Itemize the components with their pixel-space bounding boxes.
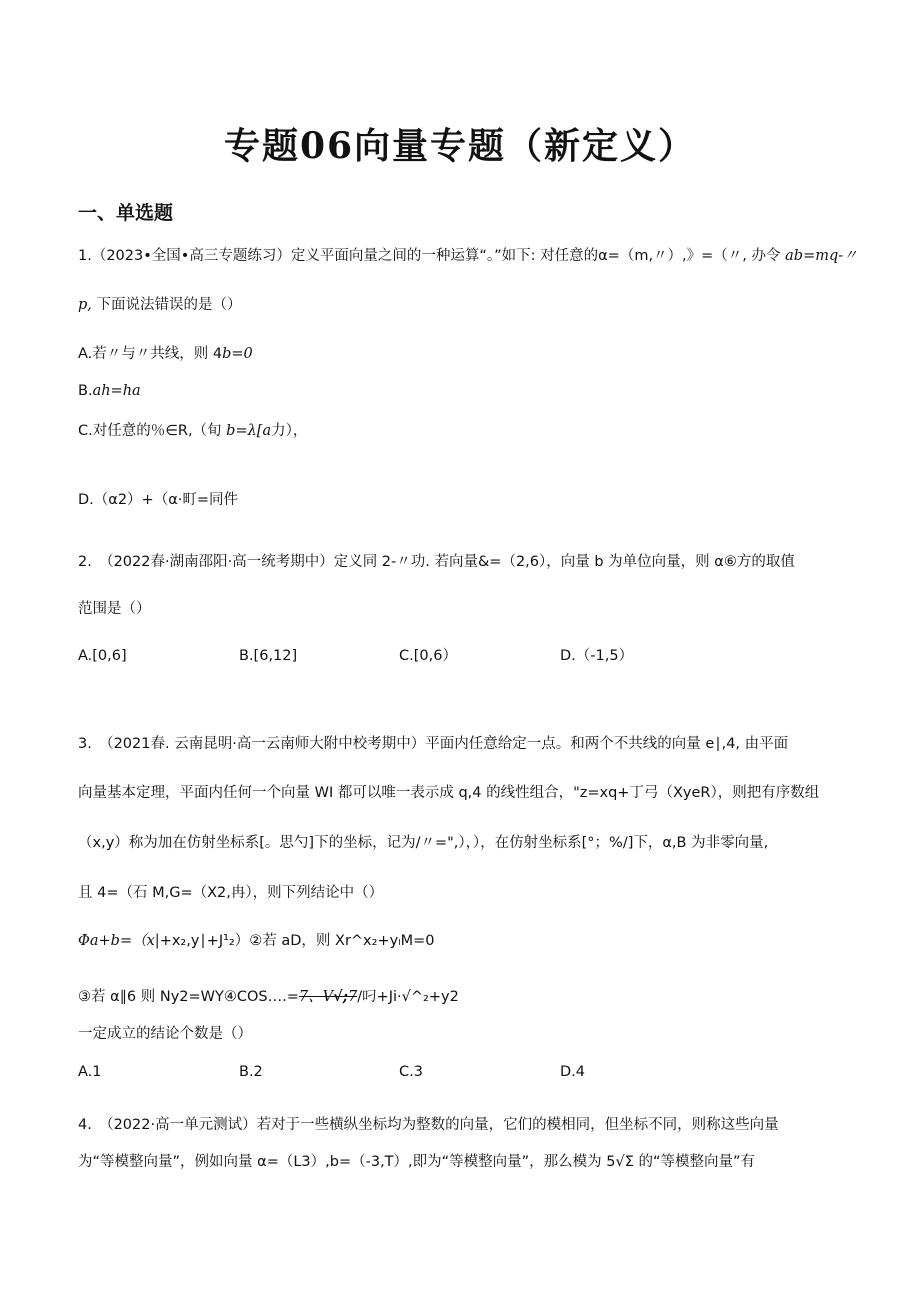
section-heading: 一、单选题 [78,202,174,224]
q2-option-a: A.[0,6] [78,648,127,664]
q3-statement-4-part-2: √; [333,988,348,1005]
q3-stem-line-3: （x,y）称为加在仿射坐标系[。思勺]下的坐标，记为/〃=",），），在仿射坐标系[°；%/]下，α,B 为非零向量, [78,835,769,851]
q2-stem-line-2: 范围是（） [78,601,151,617]
q2-stem-line-1: 2. （2022春·湖南邵阳·高一统考期中）定义同 2-〃功. 若向量&=（2,6），向量 b 为单位向量，则 α⑥方的取值 [78,554,795,570]
q3-statement-4-part-3: 7 [347,989,358,1005]
q3-statement-2: +x₂,y∣+J¹₂）②若 aD，则 Xr^x₂+yₗM=0 [159,933,435,949]
q1-option-b [78,381,141,401]
q3-statement-1-formula: Φa+b=（ [78,933,147,949]
q1-option-b-label: B. [78,383,93,399]
q1-formula-tail: p, [78,297,92,313]
q1-stem-text: 1.（2023•全国•高三专题练习）定义平面向量之间的一种运算“。”如下: 对任意的α=（m,〃）,》=（〃, 办令 [78,248,781,264]
q1-option-c-tail: 力）， [271,423,308,439]
q1-option-c-formula: b=λ[a [226,423,272,439]
q1-option-a-formula: b=0 [222,346,253,362]
q1-option-c-text: C.对任意的％∈R,（旬 [78,423,222,439]
q3-statement-3-text: ③若 α∥6 则 Ny2=WY④COS….= [78,989,299,1005]
q3-statement-1-var: x| [146,933,160,949]
q2-option-d: D.（-1,5） [560,648,634,664]
q3-option-b: B.2 [239,1064,263,1080]
q3-stem-line-4: 且 4=（石 M,G=（X2,冉），则下列结论中（） [78,885,384,901]
q3-statement-4-tail: /叼+Ji·√^₂+y2 [357,989,459,1005]
q1-option-d: D.（α2）+（α·町=同件 [78,492,239,508]
q3-statement-1-2 [78,931,434,951]
q1-option-a-text: A.若〃与〃共线，则 4 [78,346,223,362]
q1-formula: ab=mq-〃 [785,248,858,264]
q1-option-a [78,344,253,364]
q4-stem-line-2: 为“等模整向量”，例如向量 α=（L3）,b=（-3,T）,即为“等模整向量”，那么模为 5√Σ 的“等模整向量”有 [78,1154,756,1170]
q1-question: 下面说法错误的是（） [96,297,242,313]
q3-stem-line-1: 3. （2021春. 云南昆明·高一云南师大附中校考期中）平面内任意给定一点。和两个不共线的向量 e∣,4, 由平面 [78,736,789,752]
q3-statement-3-4 [78,987,459,1007]
q3-question: 一定成立的结论个数是（） [78,1026,252,1042]
q2-option-c: C.[0,6） [399,648,457,664]
document-title: 专题06向量专题（新定义） [223,125,697,167]
q3-stem-line-2: 向量基本定理，平面内任何一个向量 WI 都可以唯一表示成 q,4 的线性组合，"z=xq+丁弓（XyeR），则把有序数组 [78,785,820,801]
q3-option-c: C.3 [399,1064,423,1080]
q3-option-a: A.1 [78,1064,102,1080]
q1-option-c [78,421,307,441]
q4-stem-line-1: 4. （2022·高一单元测试）若对于一些横纵坐标均为整数的向量，它们的模相同，但坐标不同，则称这些向量 [78,1117,779,1133]
q3-statement-4-part-1: 7、V [298,989,334,1005]
q3-option-d: D.4 [560,1064,585,1080]
q1-stem-line-2 [78,295,242,315]
q2-option-b: B.[6,12] [239,648,298,664]
q1-stem-line-1 [78,246,858,266]
q1-option-b-formula: ah=ha [92,383,141,399]
